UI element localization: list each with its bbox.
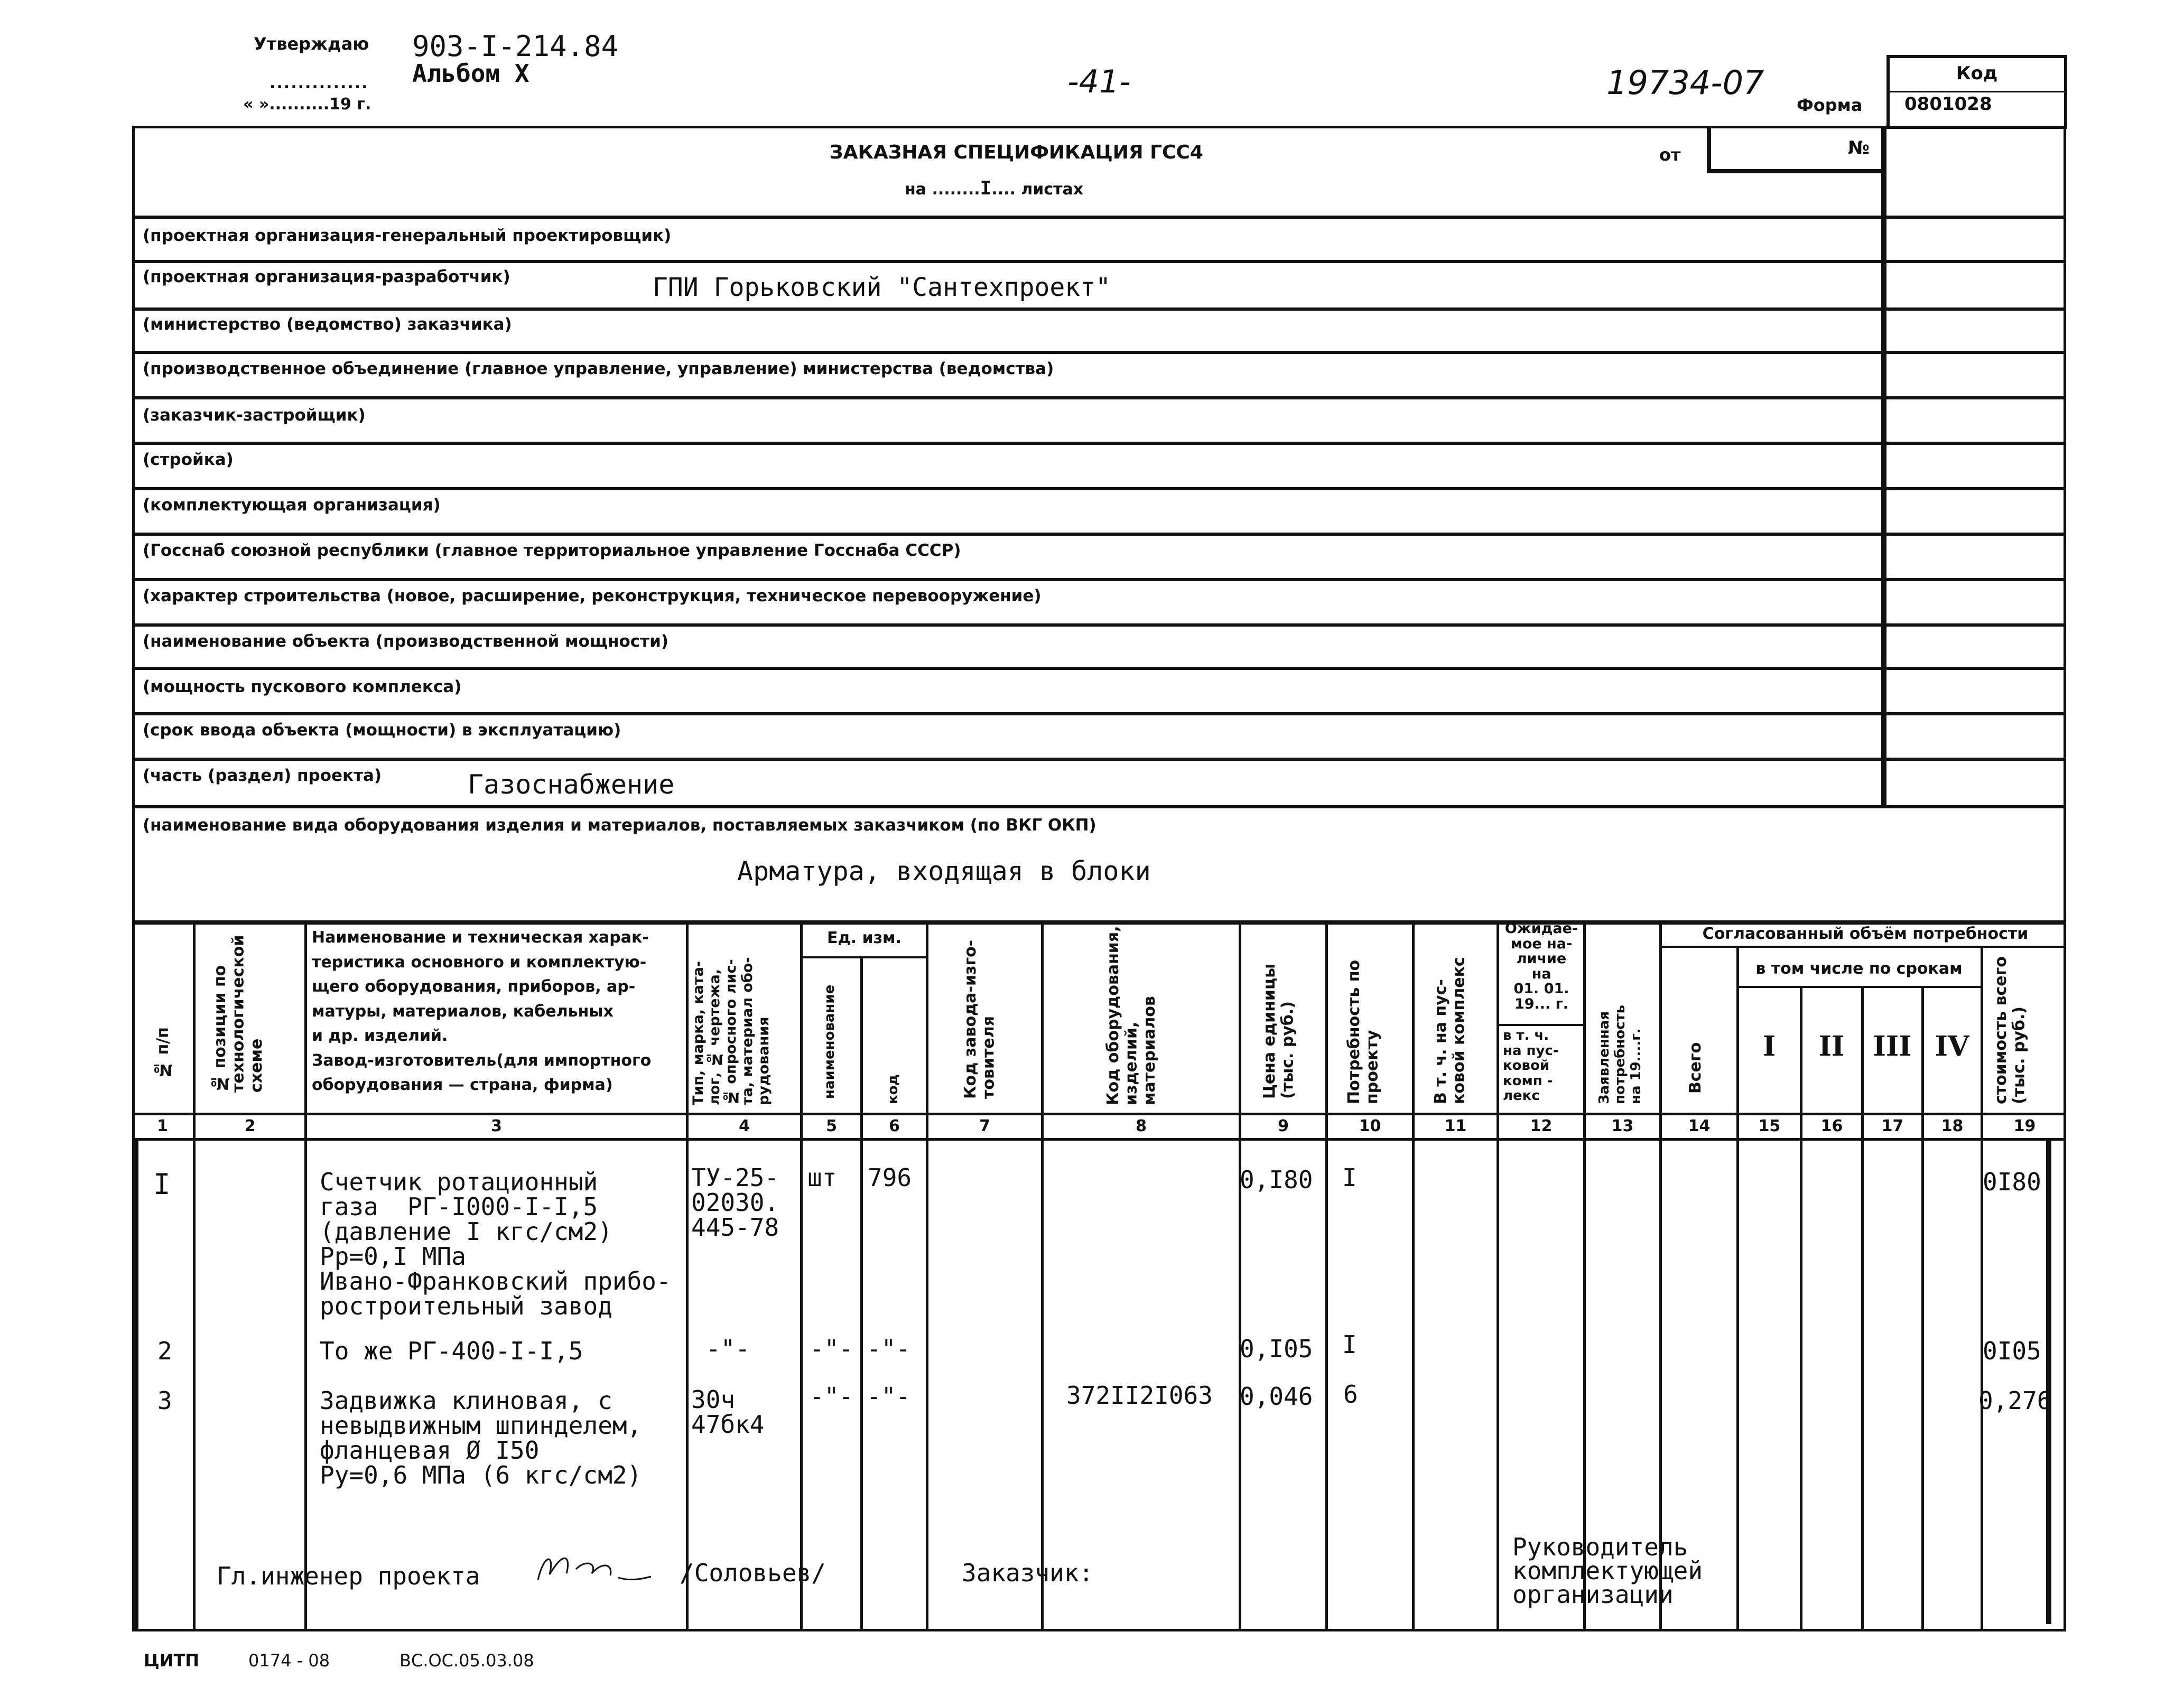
org-row-label: (заказчик-застройщик): [143, 406, 366, 425]
header-price: Цена единицы (тыс. руб.): [1260, 963, 1297, 1099]
col-number: 11: [1444, 1117, 1467, 1135]
row1-number: I: [153, 1168, 171, 1201]
row1-unit: шт: [807, 1163, 837, 1192]
col-numbers-bottom-line: [132, 1138, 2066, 1141]
header-expected: Ожидае- мое на- личие на 01. 01. 19... г.: [1504, 920, 1578, 1013]
col-line: [1583, 920, 1586, 1631]
row2-unit-code: -"-: [867, 1335, 911, 1363]
sheets-suffix: листах: [1021, 180, 1084, 199]
body-left-border: [132, 1138, 138, 1631]
row1-cost: 0I80: [1983, 1168, 2041, 1196]
divider: [132, 578, 2066, 581]
divider: [132, 396, 2066, 399]
row3-name: Задвижка клиновая, с невыдвижным шпинделем, фланцевая Ø I50 Ру=0,6 МПа (6 кгс/см2): [320, 1386, 642, 1489]
divider: [132, 442, 2066, 445]
header-equip-code: Код оборудования, изделий, материалов: [1104, 926, 1159, 1105]
col-number: 14: [1688, 1117, 1711, 1135]
col-line: [1041, 920, 1044, 1631]
col-line: [1412, 920, 1415, 1631]
col12-split-line: [1497, 1024, 1585, 1026]
col-number: 16: [1820, 1117, 1843, 1135]
col-number: 12: [1530, 1117, 1553, 1135]
col-number: 15: [1758, 1117, 1781, 1135]
header-q4: IV: [1935, 1030, 1969, 1062]
row3-number: 3: [157, 1386, 172, 1415]
col-number: 5: [826, 1117, 837, 1135]
org-row-label: (стройка): [143, 450, 234, 469]
col-number: 6: [889, 1117, 900, 1135]
col-number: 8: [1136, 1117, 1147, 1135]
row2-cost: 0I05: [1983, 1337, 2041, 1365]
col-number: 18: [1941, 1117, 1964, 1135]
divider: [132, 758, 2066, 761]
header-total: Всего: [1686, 1042, 1705, 1094]
row3-type: 30ч 47бк4: [691, 1385, 765, 1439]
sheets-line: на ........I.... листах: [905, 178, 1084, 199]
header-need: Потребность по проекту: [1345, 959, 1382, 1104]
header-npp: № п/п: [154, 1027, 172, 1079]
form-code: 0801028: [1904, 94, 1992, 115]
album-label: Альбом X: [412, 59, 529, 88]
table-top-line: [132, 920, 2066, 925]
org-row-label: (характер строительства (новое, расширение, реконструкция, техническое перевооружение): [143, 586, 1042, 605]
col-line: [1861, 986, 1864, 1631]
approval-label: Утверждаю: [254, 34, 369, 54]
equipment-type-value: Арматура, входящая в блоки: [737, 856, 1151, 887]
footer-org: ЦИТП: [144, 1651, 200, 1671]
org-row-label: (Госснаб союзной республики (главное территориальное управление Госснаба СССР): [143, 541, 961, 560]
number-label: №: [1848, 137, 1870, 158]
row2-name: То же РГ-400-I-I,5: [320, 1337, 583, 1365]
col-line: [860, 956, 863, 1631]
divider: [132, 805, 2066, 808]
code-box-header: [1886, 55, 2067, 92]
row3-unit-code: -"-: [867, 1382, 911, 1411]
divider: [132, 307, 2066, 311]
col-number: 10: [1359, 1117, 1381, 1135]
code-header-label: Код: [1956, 63, 1998, 84]
header-q2: II: [1818, 1030, 1845, 1062]
form-label: Форма: [1797, 95, 1863, 115]
col-line: [1239, 920, 1241, 1631]
unit-subheader-line: [800, 956, 928, 958]
page-number: -41-: [1067, 63, 1131, 100]
code-column-divider: [1881, 126, 1886, 806]
header-unit-name: наименование: [822, 984, 838, 1099]
row1-price: 0,I80: [1240, 1165, 1313, 1194]
col-line: [1325, 920, 1328, 1631]
row2-number: 2: [157, 1337, 172, 1365]
col-line: [304, 920, 307, 1631]
col-number: 4: [739, 1117, 750, 1135]
signature-image: [534, 1543, 661, 1590]
header-cost: стоимость всего (тыс. руб.): [1992, 956, 2029, 1104]
divider: [132, 351, 2066, 354]
row3-need: 6: [1343, 1380, 1358, 1409]
org-row-label: (проектная организация-разработчик): [143, 267, 510, 286]
col-line: [926, 920, 928, 1631]
divider: [132, 667, 2066, 670]
row3-unit: -"-: [810, 1382, 854, 1411]
row3-price: 0,046: [1240, 1382, 1313, 1411]
col-number: 3: [491, 1117, 502, 1135]
divider: [132, 623, 2066, 627]
col-number: 9: [1278, 1117, 1289, 1135]
divider: [132, 533, 2066, 536]
customer-label: Заказчик:: [962, 1559, 1094, 1587]
from-label: от: [1659, 145, 1681, 165]
header-startup: В т. ч. на пус- ковой комплекс: [1432, 957, 1469, 1104]
row1-unit-code: 796: [868, 1163, 912, 1192]
divider: [132, 487, 2066, 490]
header-type: Тип, марка, ката- лог, № чертежа, № опросного лис- та, материал обо- рудования: [690, 957, 773, 1105]
developer-value: ГПИ Горьковский "Сантехпроект": [653, 273, 1111, 302]
sheets-prefix: на: [905, 180, 926, 199]
row1-name: Счетчик ротационный газа РГ-I000-I-I,5 (давление I кгс/см2) Рр=0,I МПа Ивано-Франковский прибо- ростроительный завод: [320, 1168, 671, 1320]
col-number: 1: [157, 1117, 168, 1135]
sheets-value: I: [980, 178, 992, 199]
org-row-label: (министерство (ведомство) заказчика): [143, 315, 512, 334]
col-number: 19: [2013, 1117, 2036, 1135]
divider: [132, 712, 2066, 715]
header-q1: I: [1762, 1030, 1776, 1062]
row1-need: I: [1342, 1163, 1357, 1192]
body-right-border: [2046, 1138, 2051, 1624]
header-position: № позиции по технологической схеме: [211, 935, 266, 1093]
org-row-label: (комплектующая организация): [143, 496, 441, 515]
org-row-label: (производственное объединение (главное управление, управление) министерства (ведомства): [143, 359, 1054, 378]
col-line: [800, 920, 803, 1631]
approval-dots: ..............: [269, 74, 369, 92]
row2-price: 0,I05: [1240, 1335, 1313, 1363]
row3-equip-code: 372II2I063: [1066, 1381, 1213, 1410]
org-row-label: (часть (раздел) проекта): [143, 766, 382, 785]
col-line: [1800, 986, 1802, 1631]
col-line: [1921, 986, 1924, 1631]
project-number: 903-I-214.84: [412, 30, 619, 63]
col-line: [1659, 920, 1662, 1631]
col-line: [193, 920, 196, 1631]
org-row-label: (мощность пускового комплекса): [143, 677, 462, 696]
header-declared: Заявленная потребность на 19....г.: [1596, 1004, 1644, 1104]
col-line: [686, 920, 689, 1631]
manager-label: Руководитель комплектующей организации: [1512, 1533, 1703, 1609]
col-number: 13: [1611, 1117, 1634, 1135]
doc-number: 19734-07: [1606, 63, 1764, 102]
header-name: Наименование и техническая харак- теристика основного и комплектую- щего оборудования, приборов, ар- матуры, материалов, кабельных и др. изделий. Завод-изготовитель(для импортного оборудования — страна, фирма): [312, 928, 652, 1094]
terms-subheader-line: [1736, 986, 1983, 988]
project-part-value: Газоснабжение: [468, 769, 675, 800]
col-line: [1497, 920, 1499, 1631]
col-number: 17: [1881, 1117, 1904, 1135]
header-agreed-group: Согласованный объём потребности: [1702, 925, 2029, 943]
org-row-label: (наименование объекта (производственной мощности): [143, 632, 669, 651]
row2-type: -"-: [706, 1335, 750, 1363]
col-numbers-top-line: [132, 1113, 2066, 1115]
header-q3: III: [1873, 1030, 1912, 1062]
col-number: 2: [244, 1117, 256, 1135]
header-by-terms: в том числе по срокам: [1755, 959, 1963, 978]
org-row-label: (проектная организация-генеральный проектировщик): [143, 226, 672, 245]
divider: [132, 260, 2066, 263]
header-factory-code: Код завода-изго- товителя: [961, 939, 998, 1099]
chief-engineer-name: /Соловьев/: [680, 1559, 826, 1587]
number-box: [1707, 128, 1886, 173]
footer-code: ВС.ОС.05.03.08: [399, 1651, 534, 1671]
form-code-box: [1886, 88, 2067, 129]
header-unit-group: Ед. изм.: [827, 929, 902, 947]
col-line: [1981, 946, 1983, 1631]
header-expected-startup: в т. ч. на пус- ковой комп - лекс: [1503, 1028, 1559, 1104]
divider: [132, 216, 2066, 219]
org-row-label: (срок ввода объекта (мощности) в эксплуатацию): [143, 721, 621, 740]
equipment-type-label: (наименование вида оборудования изделия и материалов, поставляемых заказчиком (по ВКГ ОКП): [143, 816, 1096, 835]
row2-need: I: [1342, 1330, 1357, 1359]
footer-order: 0174 - 08: [248, 1651, 330, 1671]
col-number: 7: [979, 1117, 990, 1135]
header-unit-code: код: [885, 1074, 901, 1104]
row2-unit: -"-: [810, 1335, 854, 1363]
row3-cost: 0,276: [1978, 1386, 2052, 1415]
approval-date: « »..........19 г.: [243, 95, 371, 114]
chief-engineer-label: Гл.инженер проекта: [217, 1562, 480, 1590]
spec-title: ЗАКАЗНАЯ СПЕЦИФИКАЦИЯ ГСС4: [830, 142, 1203, 163]
agreed-subheader-line: [1659, 946, 2066, 948]
row1-type: ТУ-25- 02030. 445-78: [691, 1163, 779, 1242]
